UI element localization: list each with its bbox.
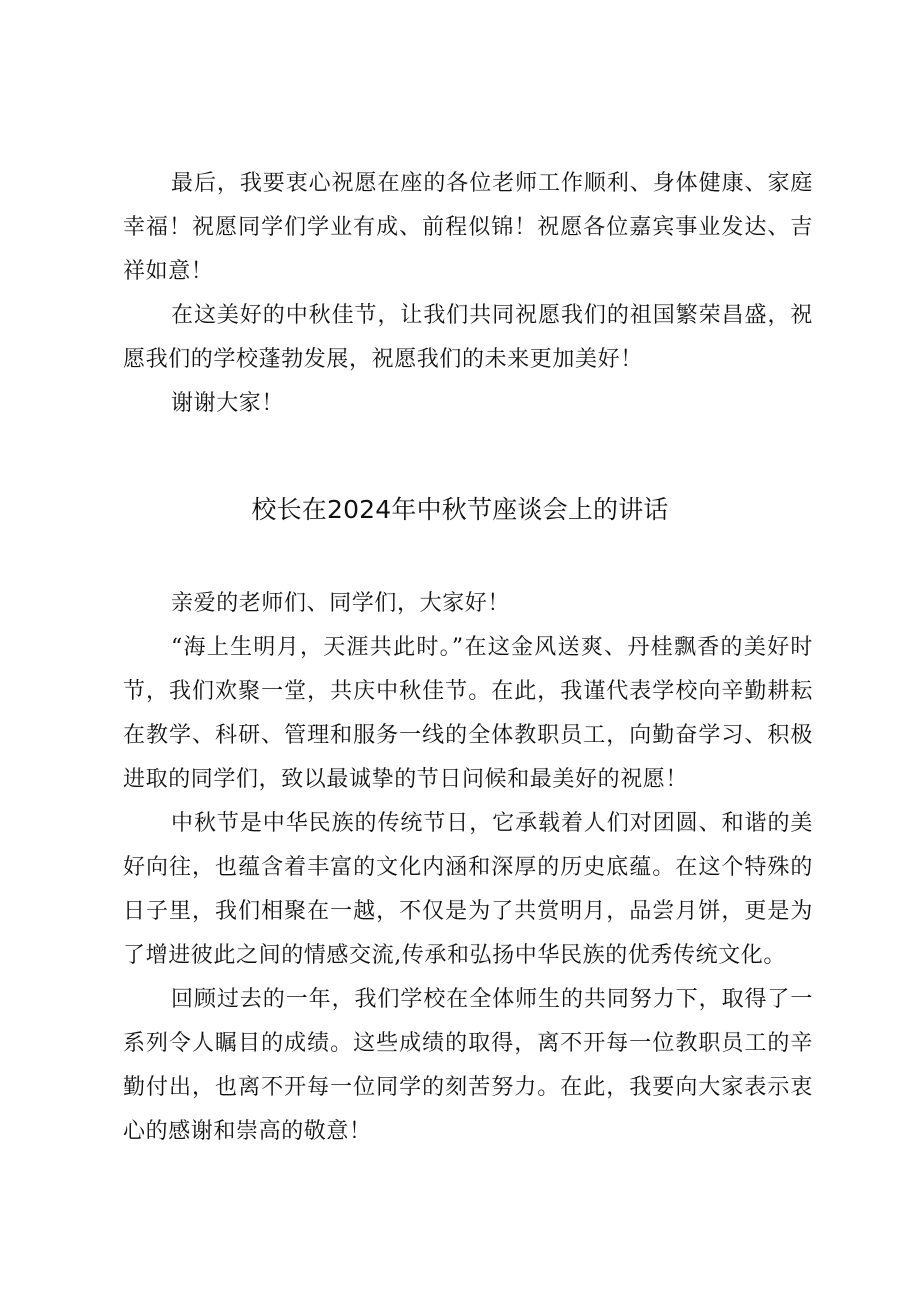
closing-section (123, 162, 813, 426)
article-body (123, 582, 813, 1154)
closing-paragraph-wishes: 最后，我要衷心祝愿在座的各位老师工作顺利、身体健康、家庭幸福！祝愿同学们学业有成、前程似锦！祝愿各位嘉宾事业发达、吉祥如意！ (123, 171, 813, 284)
closing-paragraph-thanks: 谢谢大家！ (171, 391, 285, 416)
article-title: 校长在2024年中秋节座谈会上的讲话 (251, 495, 669, 524)
greeting-paragraph: 亲爱的老师们、同学们，大家好！ (171, 591, 511, 616)
body-paragraph-review: 回顾过去的一年，我们学校在全体师生的共同努力下，取得了一系列令人瞩目的成绩。这些成绩的取得，离不开每一位教职员工的辛勤付出，也离不开每一位同学的刻苦努力。在此，我要向大家表示衷心的感谢和崇高的敬意！ (123, 987, 813, 1144)
body-paragraph-opening: “海上生明月，天涯共此时。”在这金风送爽、丹桂飘香的美好时节，我们欢聚一堂，共庆中秋佳节。在此，我谨代表学校向辛勤耕耘在教学、科研、管理和服务一线的全体教职员工，向勤奋学习、积极进取的同学们，致以最诚挚的节日问候和最美好的祝愿！ (123, 635, 813, 792)
body-paragraph-tradition: 中秋节是中华民族的传统节日，它承载着人们对团圆、和谐的美好向往，也蕴含着丰富的文化内涵和深厚的历史底蕴。在这个特殊的日子里，我们相聚在一越，不仅是为了共赏明月，品尝月饼，更是为了增进彼此之间的情感交流,传承和弘扬中华民族的优秀传统文化。 (123, 811, 813, 968)
closing-paragraph-festival: 在这美好的中秋佳节，让我们共同祝愿我们的祖国繁荣昌盛，祝愿我们的学校蓬勃发展，祝愿我们的未来更加美好！ (123, 303, 813, 372)
